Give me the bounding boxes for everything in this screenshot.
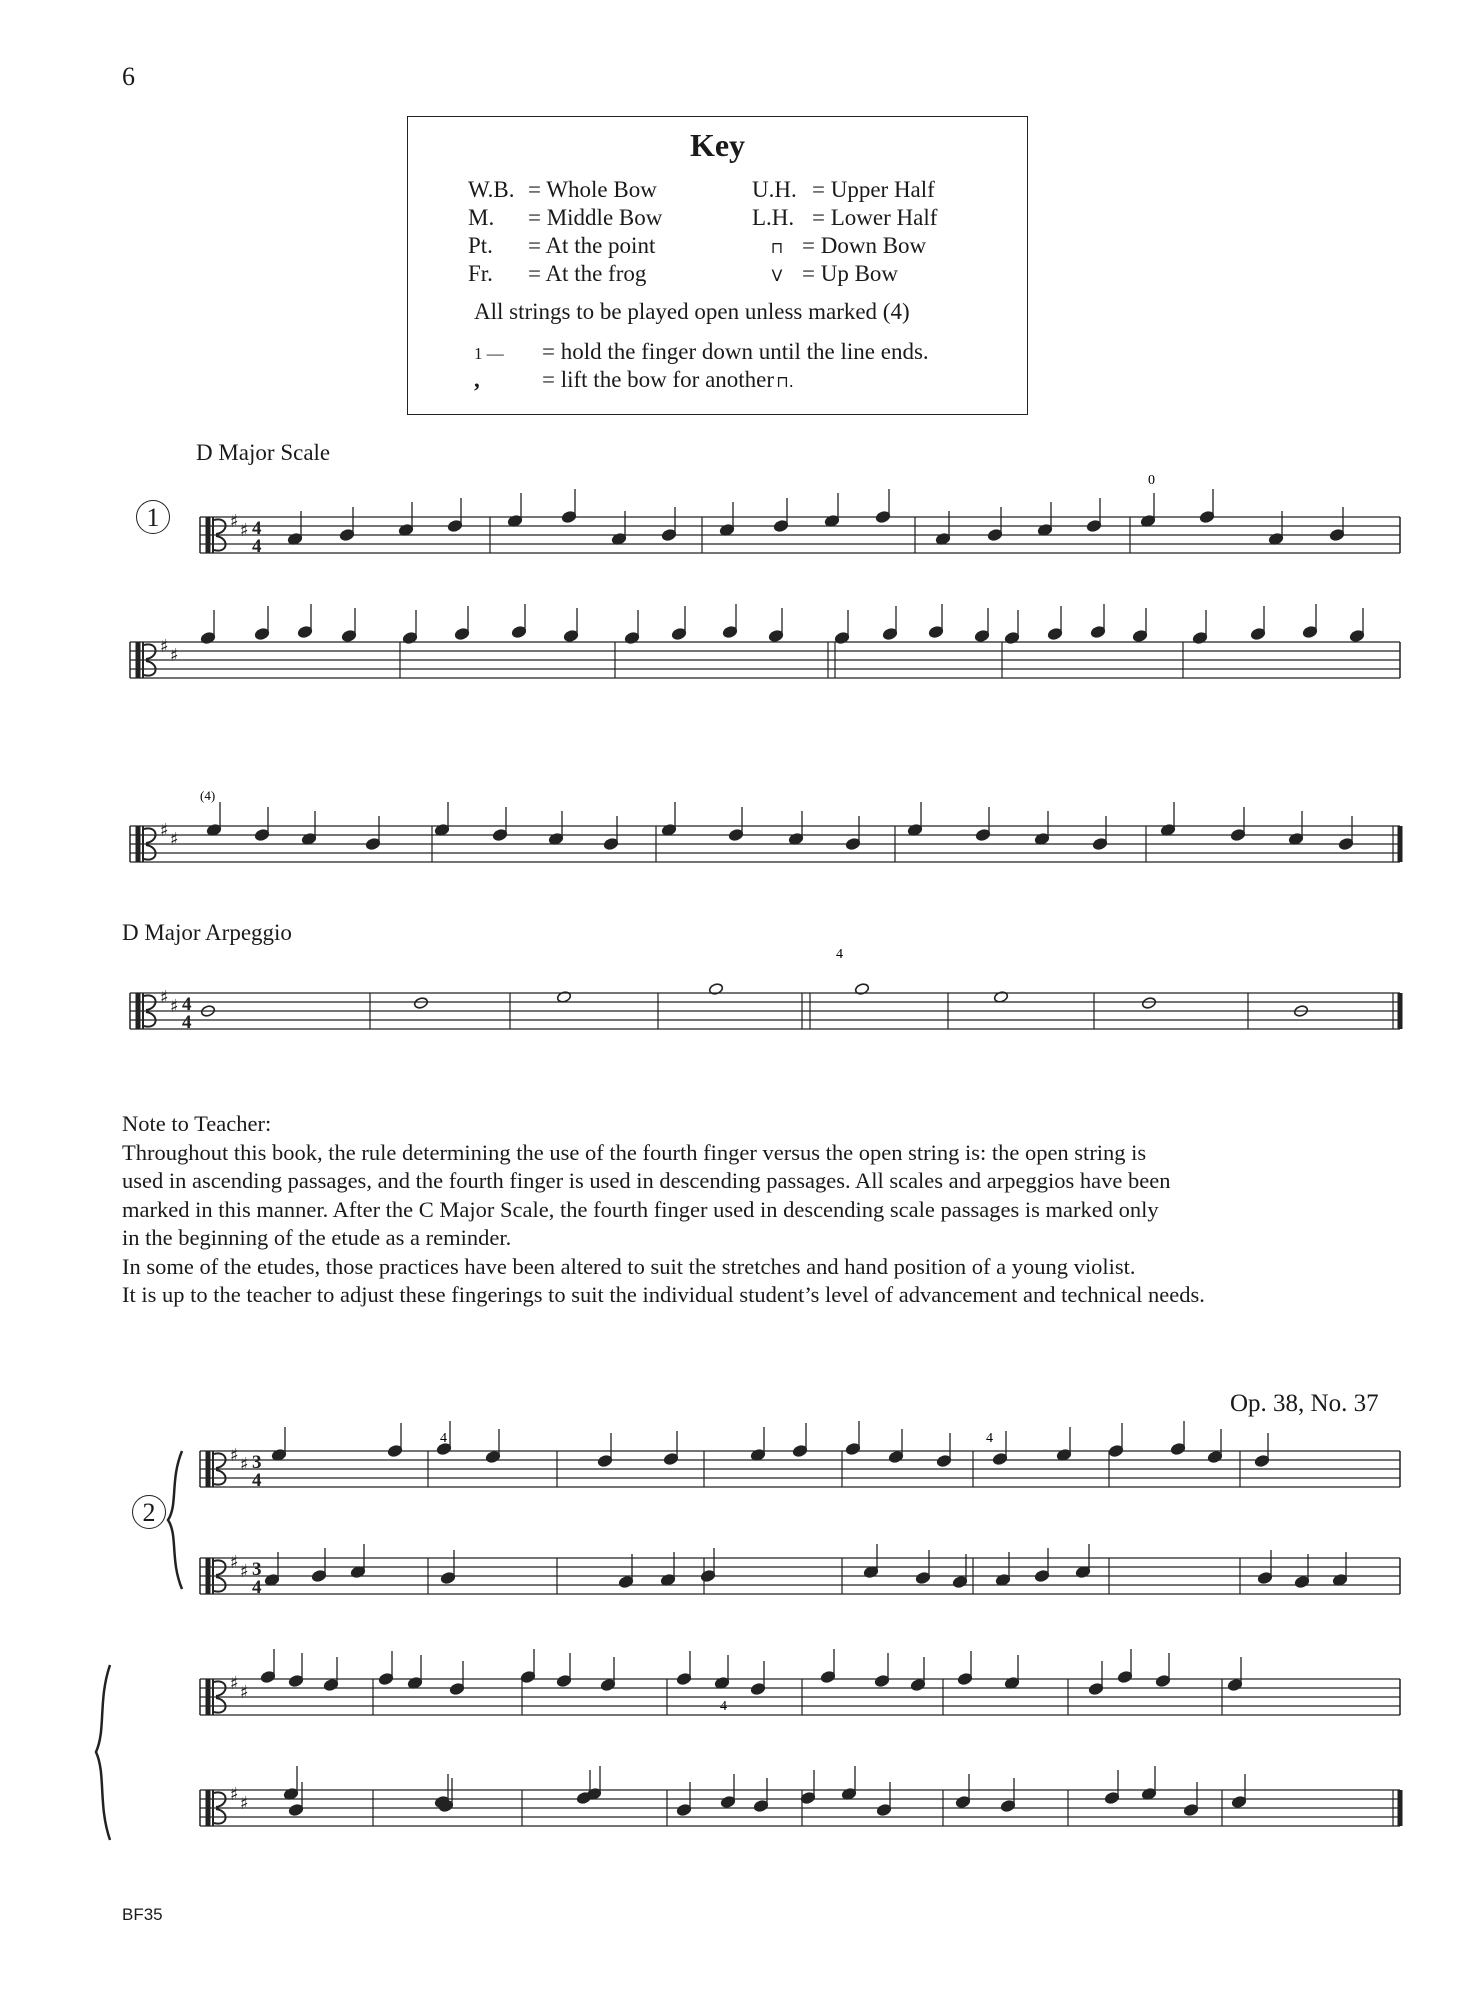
fingering-mark: (4) xyxy=(200,788,216,803)
sharp-icon: ♯ xyxy=(230,1445,239,1466)
alto-clef-icon xyxy=(206,1558,210,1594)
note-head xyxy=(413,997,428,1010)
key-item-up-bow: V = Up Bow xyxy=(752,261,898,287)
key-item-down-bow: ⊓ = Down Bow xyxy=(752,233,926,259)
sharp-icon: ♯ xyxy=(240,1682,249,1703)
time-signature: 3 xyxy=(252,1559,262,1580)
key-item-whole-bow: W.B. = Whole Bow xyxy=(468,177,657,202)
teacher-note-line: It is up to the teacher to adjust these fingerings to suit the individual student’s level of advancement and technical needs. xyxy=(122,1282,1205,1307)
alto-clef-icon xyxy=(206,517,210,553)
teacher-note-line: marked in this manner. After the C Major Scale, the fourth finger used in descending scale passages is marked only xyxy=(122,1196,1159,1222)
time-signature: 3 xyxy=(252,1452,262,1473)
sharp-icon: ♯ xyxy=(170,645,179,666)
alto-clef-icon xyxy=(136,642,140,678)
sharp-icon: ♯ xyxy=(170,996,179,1017)
key-item-middle-bow: M. = Middle Bow xyxy=(468,205,663,230)
key-lift-bow: , = lift the bow for another ⊓. xyxy=(474,367,796,393)
key-item-frog: Fr. = At the frog xyxy=(468,261,647,286)
fingering-mark: 4 xyxy=(720,1699,727,1714)
sharp-icon: ♯ xyxy=(240,520,249,541)
sharp-icon: ♯ xyxy=(240,1561,249,1582)
exercise-number-2: 2 xyxy=(132,1495,166,1529)
down-bow-icon: ⊓. xyxy=(776,372,794,391)
key-item-point: Pt. = At the point xyxy=(468,233,656,258)
scale-title: D Major Scale xyxy=(196,440,331,465)
teacher-note-line: in the beginning of the etude as a reminder. xyxy=(122,1225,512,1250)
page-number: 6 xyxy=(122,62,135,91)
fingering-mark: 4 xyxy=(986,1431,993,1446)
time-signature: 4 xyxy=(252,518,262,539)
sharp-icon: ♯ xyxy=(160,820,169,841)
fingering-mark: 4 xyxy=(440,1431,447,1446)
sharp-icon: ♯ xyxy=(240,1793,249,1814)
fingering-mark: 4 xyxy=(836,947,843,962)
key-item-lower-half: L.H. = Lower Half xyxy=(752,205,938,230)
alto-clef-icon xyxy=(206,1451,210,1487)
alto-clef-icon xyxy=(136,826,140,862)
sharp-icon: ♯ xyxy=(230,1673,239,1694)
time-signature: 4 xyxy=(252,1577,262,1598)
alto-clef-icon xyxy=(206,1790,210,1826)
sharp-icon: ♯ xyxy=(230,1784,239,1805)
time-signature: 4 xyxy=(182,1012,192,1033)
sharp-icon: ♯ xyxy=(170,829,179,850)
fingering-mark: 0 xyxy=(1148,473,1155,488)
arpeggio-title: D Major Arpeggio xyxy=(122,920,292,945)
sharp-icon: ♯ xyxy=(230,511,239,532)
footer-code: BF35 xyxy=(122,1905,163,1924)
teacher-note-line: In some of the etudes, those practices have been altered to suit the stretches and hand position of a young violist. xyxy=(122,1253,1136,1279)
up-bow-icon: V xyxy=(771,266,783,285)
opus-number: Op. 38, No. 37 xyxy=(1230,1390,1379,1417)
teacher-note-line: used in ascending passages, and the fourth finger is used in descending passages. All scales and arpeggios have been xyxy=(122,1168,1171,1193)
down-bow-icon: ⊓ xyxy=(770,238,784,257)
key-title: Key xyxy=(689,127,746,163)
time-signature: 4 xyxy=(182,994,192,1015)
exercise-number-1: 1 xyxy=(136,500,170,534)
sharp-icon: ♯ xyxy=(160,636,169,657)
sharp-icon: ♯ xyxy=(230,1552,239,1573)
alto-clef-icon xyxy=(206,1679,210,1715)
alto-clef-icon xyxy=(136,993,140,1029)
note-head xyxy=(1141,997,1156,1010)
sharp-icon: ♯ xyxy=(160,987,169,1008)
key-open-strings-note: All strings to be played open unless marked (4) xyxy=(474,299,910,324)
teacher-note-heading: Note to Teacher: xyxy=(122,1111,272,1136)
key-item-upper-half: U.H. = Upper Half xyxy=(752,177,935,202)
sharp-icon: ♯ xyxy=(240,1454,249,1475)
time-signature: 4 xyxy=(252,1470,262,1491)
key-hold-finger: 1 — = hold the finger down until the line ends. xyxy=(474,339,929,364)
time-signature: 4 xyxy=(252,536,262,557)
system-brace-exercise-2 xyxy=(96,1451,182,1840)
teacher-note-line: Throughout this book, the rule determining the use of the fourth finger versus the open string is: the open string is xyxy=(122,1139,1147,1165)
